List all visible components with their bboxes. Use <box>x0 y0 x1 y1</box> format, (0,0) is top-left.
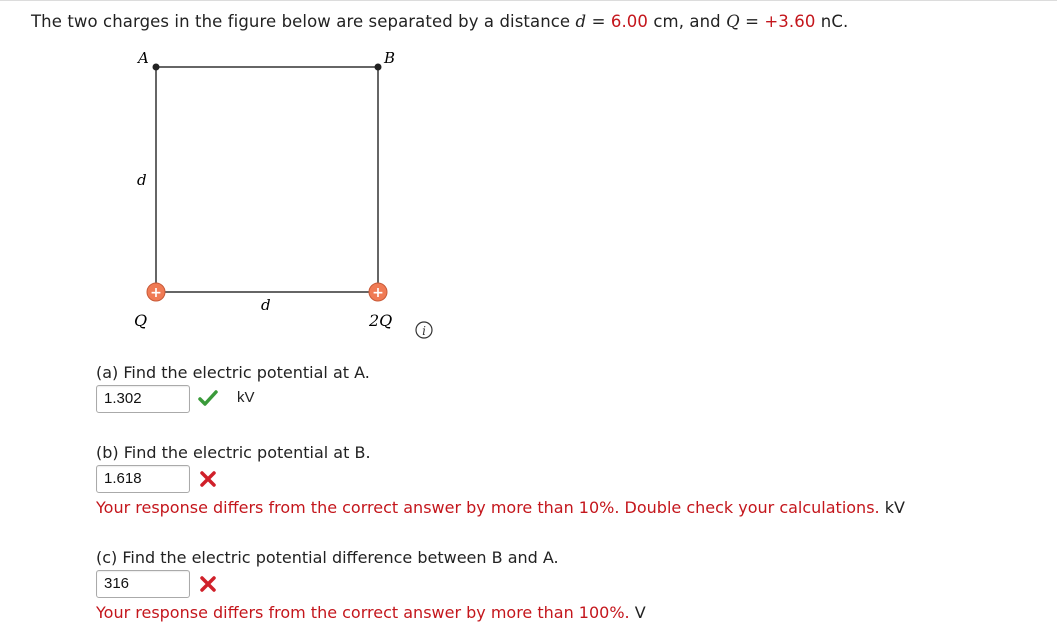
question-c: (c) Find the electric potential difference between B and A. <box>96 548 559 567</box>
label-b: B <box>384 49 396 67</box>
unit-a: kV <box>237 389 255 406</box>
check-icon <box>198 390 218 408</box>
info-icon[interactable] <box>416 322 432 338</box>
charge-figure <box>110 44 450 354</box>
cross-icon <box>200 471 216 487</box>
point-a-dot <box>153 64 160 71</box>
question-a: (a) Find the electric potential at A. <box>96 363 370 382</box>
point-b-dot <box>375 64 382 71</box>
answer-input-c[interactable]: 316 <box>96 570 190 598</box>
label-a: A <box>138 49 149 67</box>
charge-q-sign: + <box>150 285 162 301</box>
problem-statement: The two charges in the figure below are separated by a distance d = 6.00 cm, and Q = +3.60 nC. <box>31 12 849 31</box>
label-d-left: d <box>137 171 147 189</box>
top-divider <box>0 0 1057 1</box>
answer-input-b[interactable]: 1.618 <box>96 465 190 493</box>
question-b: (b) Find the electric potential at B. <box>96 443 371 462</box>
charge-2q-sign: + <box>372 285 384 301</box>
svg-text:i: i <box>422 324 426 338</box>
feedback-b: Your response differs from the correct answer by more than 10%. Double check your calculations. kV <box>96 498 905 517</box>
label-2q: 2Q <box>369 311 393 330</box>
answer-row-a <box>96 385 496 413</box>
answer-row-b <box>96 465 496 493</box>
answer-input-a[interactable]: 1.302 <box>96 385 190 413</box>
answer-row-c <box>96 570 496 598</box>
label-q: Q <box>134 311 148 330</box>
feedback-c: Your response differs from the correct answer by more than 100%. V <box>96 603 646 622</box>
cross-icon <box>200 576 216 592</box>
label-d-bottom: d <box>261 296 271 314</box>
